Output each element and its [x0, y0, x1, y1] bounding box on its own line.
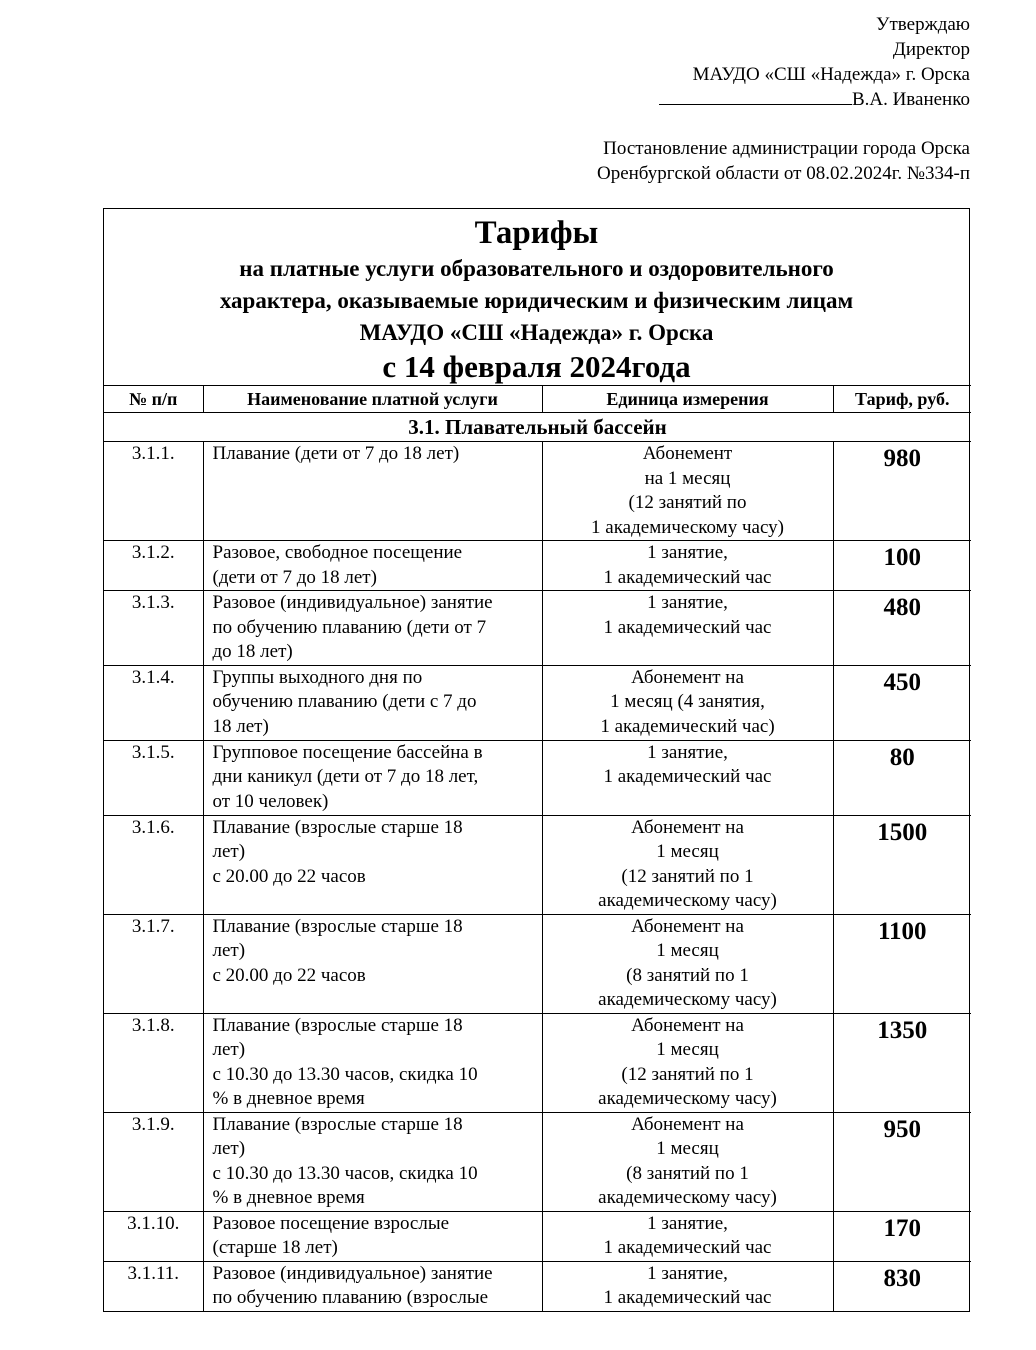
row-tariff: 980	[833, 442, 971, 541]
header-tariff: Тариф, руб.	[833, 386, 971, 413]
row-number: 3.1.9.	[104, 1112, 203, 1211]
table-row	[104, 665, 971, 740]
document-title: Тарифы	[474, 215, 599, 251]
table-row	[104, 1211, 971, 1261]
row-tariff: 1100	[833, 914, 971, 1013]
row-tariff: 170	[833, 1211, 971, 1261]
row-number: 3.1.1.	[104, 442, 203, 541]
decree-reference	[597, 136, 970, 186]
title-block	[104, 209, 969, 385]
row-service-name: Разовое, свободное посещение (дети от 7 до 18 лет)	[203, 541, 542, 591]
tariff-table	[104, 385, 971, 1311]
row-service-name: Плавание (взрослые старше 18 лет) с 20.00 до 22 часов	[203, 914, 542, 1013]
row-tariff: 1500	[833, 815, 971, 914]
table-row	[104, 1261, 971, 1311]
row-tariff: 480	[833, 591, 971, 666]
row-unit: Абонемент на 1 месяц (4 занятия, 1 академический час)	[542, 665, 833, 740]
table-row	[104, 914, 971, 1013]
row-tariff: 830	[833, 1261, 971, 1311]
title-subtitle-3: МАУДО «СШ «Надежда» г. Орска	[359, 320, 714, 345]
row-tariff: 1350	[833, 1013, 971, 1112]
row-number: 3.1.5.	[104, 740, 203, 815]
row-number: 3.1.11.	[104, 1261, 203, 1311]
row-unit: 1 занятие, 1 академический час	[542, 1261, 833, 1311]
title-subtitle-1: на платные услуги образовательного и оздоровительного	[239, 256, 834, 281]
row-unit: 1 занятие, 1 академический час	[542, 591, 833, 666]
row-number: 3.1.8.	[104, 1013, 203, 1112]
row-service-name: Разовое (индивидуальное) занятие по обучению плаванию (дети от 7 до 18 лет)	[203, 591, 542, 666]
row-number: 3.1.4.	[104, 665, 203, 740]
row-service-name: Плавание (взрослые старше 18 лет) с 10.30 до 13.30 часов, скидка 10 % в дневное время	[203, 1112, 542, 1211]
signature-underline	[659, 87, 852, 105]
row-number: 3.1.3.	[104, 591, 203, 666]
table-row	[104, 591, 971, 666]
approval-block	[659, 12, 970, 112]
table-row	[104, 740, 971, 815]
table-row	[104, 442, 971, 541]
row-unit: Абонемент на 1 месяц (12 занятий по 1 академическому часу)	[542, 815, 833, 914]
row-service-name: Плавание (взрослые старше 18 лет) с 20.00 до 22 часов	[203, 815, 542, 914]
table-row	[104, 1112, 971, 1211]
table-header-row	[104, 386, 971, 413]
row-number: 3.1.6.	[104, 815, 203, 914]
approval-signatory: В.А. Иваненко	[851, 89, 970, 110]
table-row	[104, 541, 971, 591]
header-service-name: Наименование платной услуги	[203, 386, 542, 413]
row-tariff: 950	[833, 1112, 971, 1211]
row-service-name: Разовое (индивидуальное) занятие по обучению плаванию (взрослые	[203, 1261, 542, 1311]
row-unit: 1 занятие, 1 академический час	[542, 740, 833, 815]
row-number: 3.1.7.	[104, 914, 203, 1013]
row-service-name: Плавание (взрослые старше 18 лет) с 10.30 до 13.30 часов, скидка 10 % в дневное время	[203, 1013, 542, 1112]
row-number: 3.1.2.	[104, 541, 203, 591]
table-row	[104, 815, 971, 914]
approval-position: Директор	[892, 39, 970, 60]
row-tariff: 100	[833, 541, 971, 591]
decree-line-1: Постановление администрации города Орска	[603, 138, 970, 159]
section-row	[104, 413, 971, 442]
row-unit: Абонемент на 1 месяц (12 занятий по 1 академическому часу)	[542, 1013, 833, 1112]
section-title: 3.1. Плавательный бассейн	[104, 413, 971, 442]
tariff-frame	[103, 208, 970, 1312]
effective-date: с 14 февраля 2024года	[382, 349, 691, 384]
row-service-name: Групповое посещение бассейна в дни каникул (дети от 7 до 18 лет, от 10 человек)	[203, 740, 542, 815]
row-number: 3.1.10.	[104, 1211, 203, 1261]
decree-line-2: Оренбургской области от 08.02.2024г. №334-п	[596, 163, 970, 184]
title-subtitle-2: характера, оказываемые юридическим и физическим лицам	[219, 288, 854, 313]
table-row	[104, 1013, 971, 1112]
row-unit: 1 занятие, 1 академический час	[542, 1211, 833, 1261]
header-number: № п/п	[104, 386, 203, 413]
row-service-name: Разовое посещение взрослые (старше 18 лет)	[203, 1211, 542, 1261]
approval-signature-line	[659, 87, 970, 112]
row-unit: Абонемент на 1 месяц (8 занятий по 1 академическому часу)	[542, 914, 833, 1013]
row-unit: 1 занятие, 1 академический час	[542, 541, 833, 591]
row-service-name: Группы выходного дня по обучению плаванию (дети с 7 до 18 лет)	[203, 665, 542, 740]
row-service-name: Плавание (дети от 7 до 18 лет)	[203, 442, 542, 541]
header-unit: Единица измерения	[542, 386, 833, 413]
row-tariff: 450	[833, 665, 971, 740]
row-unit: Абонемент на 1 месяц (8 занятий по 1 академическому часу)	[542, 1112, 833, 1211]
row-unit: Абонемент на 1 месяц (12 занятий по 1 академическому часу)	[542, 442, 833, 541]
row-tariff: 80	[833, 740, 971, 815]
approval-heading: Утверждаю	[876, 14, 970, 35]
approval-organization: МАУДО «СШ «Надежда» г. Орска	[692, 64, 970, 85]
